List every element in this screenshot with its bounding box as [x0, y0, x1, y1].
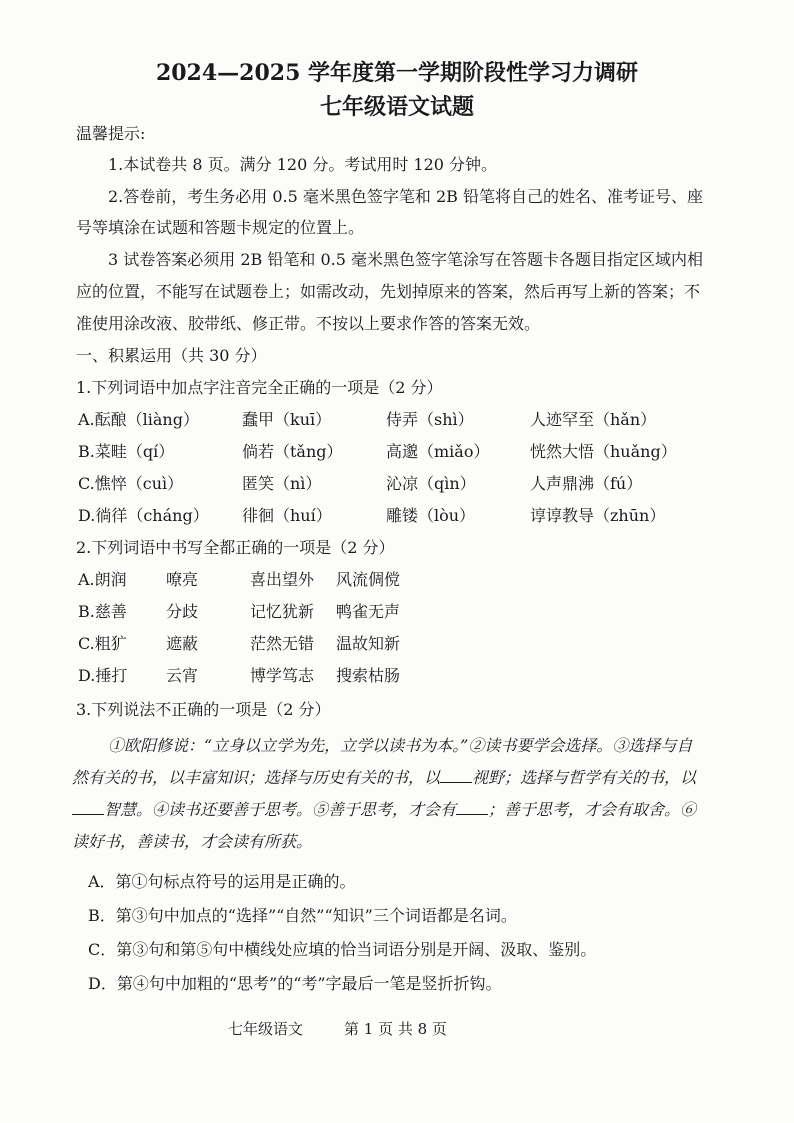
q2-option-a-word-4: 风流倜傥: [336, 570, 401, 589]
q2-option-a-word-1: A.朗润: [78, 570, 127, 589]
question-3-stem: 3.下列说法不正确的一项是（2 分）: [76, 700, 331, 719]
q2-option-c-word-1: C.粗犷: [78, 634, 127, 653]
q1-option-c-word-2: 匿笑（nì）: [242, 474, 322, 493]
q2-option-b-word-4: 鸭雀无声: [336, 602, 401, 621]
q2-option-c-word-4: 温故知新: [336, 634, 401, 653]
footer-page-number: 第 1 页 共 8 页: [344, 1020, 447, 1038]
q3-option-b: B．第③句中加点的“选择”“自然”“知识”三个词语都是名词。: [88, 906, 517, 925]
exam-title: 2024—2025 学年度第一学期阶段性学习力调研: [155, 60, 639, 86]
q1-option-b-word-2: 倘若（tǎng）: [242, 442, 343, 461]
q1-option-a-word-3: 侍弄（shì）: [386, 410, 474, 429]
notice-item-2-line-1: 2.答卷前，考生务必用 0.5 毫米黑色签字笔和 2B 铅笔将自己的姓名、准考证号、座: [108, 187, 703, 206]
q1-option-d-word-4: 谆谆教导（zhūn）: [530, 506, 666, 525]
q3-passage-line-3: [72, 800, 696, 820]
q1-option-b-word-4: 恍然大悟（huǎng）: [530, 442, 677, 461]
q3-passage-line-3-part-1: 智慧。④读书还要善于思考。⑤善于思考，才会有: [104, 800, 457, 819]
q2-option-a-word-2: 嘹亮: [166, 570, 199, 589]
notice-item-3-line-3: 准使用涂改液、胶带纸、修正带。不按以上要求作答的答案无效。: [76, 314, 541, 333]
q1-option-c-word-3: 沁凉（qìn）: [386, 474, 476, 493]
q2-option-a-word-3: 喜出望外: [250, 570, 315, 589]
section-heading: 一、积累运用（共 30 分）: [76, 346, 267, 365]
q1-option-d-word-1: D.徜徉（cháng）: [78, 506, 209, 525]
q3-option-a: A．第①句标点符号的运用是正确的。: [88, 872, 356, 891]
q3-option-c: C．第③句和第⑤句中横线处应填的恰当词语分别是开阔、汲取、鉴别。: [88, 940, 597, 959]
q1-option-c-word-4: 人声鼎沸（fú）: [530, 474, 643, 493]
notice-item-3-line-2: 应的位置，不能写在试题卷上；如需改动，先划掉原来的答案，然后再写上新的答案；不: [76, 282, 701, 301]
notice-item-1: 1.本试卷共 8 页。满分 120 分。考试用时 120 分钟。: [108, 155, 498, 174]
q3-passage-line-4: 读好书，善读书，才会读有所获。: [72, 832, 313, 851]
q3-passage-line-2-part-1: 然有关的书，以丰富知识；选择与历史有关的书，以: [72, 768, 441, 787]
q1-option-b-word-1: B.菜畦（qí）: [78, 442, 175, 461]
q1-option-c-word-1: C.憔悴（cuì）: [78, 474, 184, 493]
q3-blank-3: [456, 800, 488, 815]
q3-passage-line-2: [72, 768, 696, 788]
q3-blank-1: [440, 768, 472, 783]
q1-option-b-word-3: 高邈（miǎo）: [386, 442, 490, 461]
footer-subject: 七年级语文: [228, 1020, 304, 1038]
q1-option-d-word-2: 徘徊（huí）: [242, 506, 332, 525]
q3-blank-2: [72, 800, 104, 815]
q2-option-c-word-2: 遮蔽: [166, 634, 199, 653]
notice-item-2-line-2: 号等填涂在试题和答题卡规定的位置上。: [76, 218, 365, 237]
q2-option-b-word-3: 记忆犹新: [250, 602, 315, 621]
q2-option-b-word-1: B.慈善: [78, 602, 127, 621]
exam-subtitle: 七年级语文试题: [319, 94, 474, 120]
q2-option-b-word-2: 分歧: [166, 602, 199, 621]
q1-option-a-word-4: 人迹罕至（hǎn）: [530, 410, 657, 429]
q2-option-c-word-3: 茫然无错: [250, 634, 315, 653]
q2-option-d-word-4: 搜索枯肠: [336, 666, 401, 685]
q1-option-a-word-1: A.酝酿（liàng）: [78, 410, 199, 429]
question-1-stem: 1.下列词语中加点字注音完全正确的一项是（2 分）: [76, 378, 443, 397]
q2-option-d-word-2: 云宵: [166, 666, 199, 685]
q3-option-d: D．第④句中加粗的“思考”的“考”字最后一笔是竖折折钩。: [88, 974, 502, 993]
q2-option-d-word-1: D.捶打: [78, 666, 128, 685]
q2-option-d-word-3: 博学笃志: [250, 666, 315, 685]
q1-option-d-word-3: 雕镂（lòu）: [386, 506, 476, 525]
q1-option-a-word-2: 蠢甲（kuī）: [242, 410, 332, 429]
q3-passage-line-2-part-2: 视野；选择与哲学有关的书，以: [472, 768, 697, 787]
q3-passage-line-3-part-2: ；善于思考，才会有取舍。⑥: [488, 800, 697, 819]
q3-passage-line-1: ①欧阳修说：“立身以立学为先，立学以读书为本。”②读书要学会选择。③选择与自: [108, 736, 693, 755]
notice-item-3-line-1: 3 试卷答案必须用 2B 铅笔和 0.5 毫米黑色签字笔涂写在答题卡各题目指定区域内相: [108, 250, 703, 269]
notice-heading: 温馨提示:: [76, 124, 146, 143]
question-2-stem: 2.下列词语中书写全都正确的一项是（2 分）: [76, 538, 395, 557]
